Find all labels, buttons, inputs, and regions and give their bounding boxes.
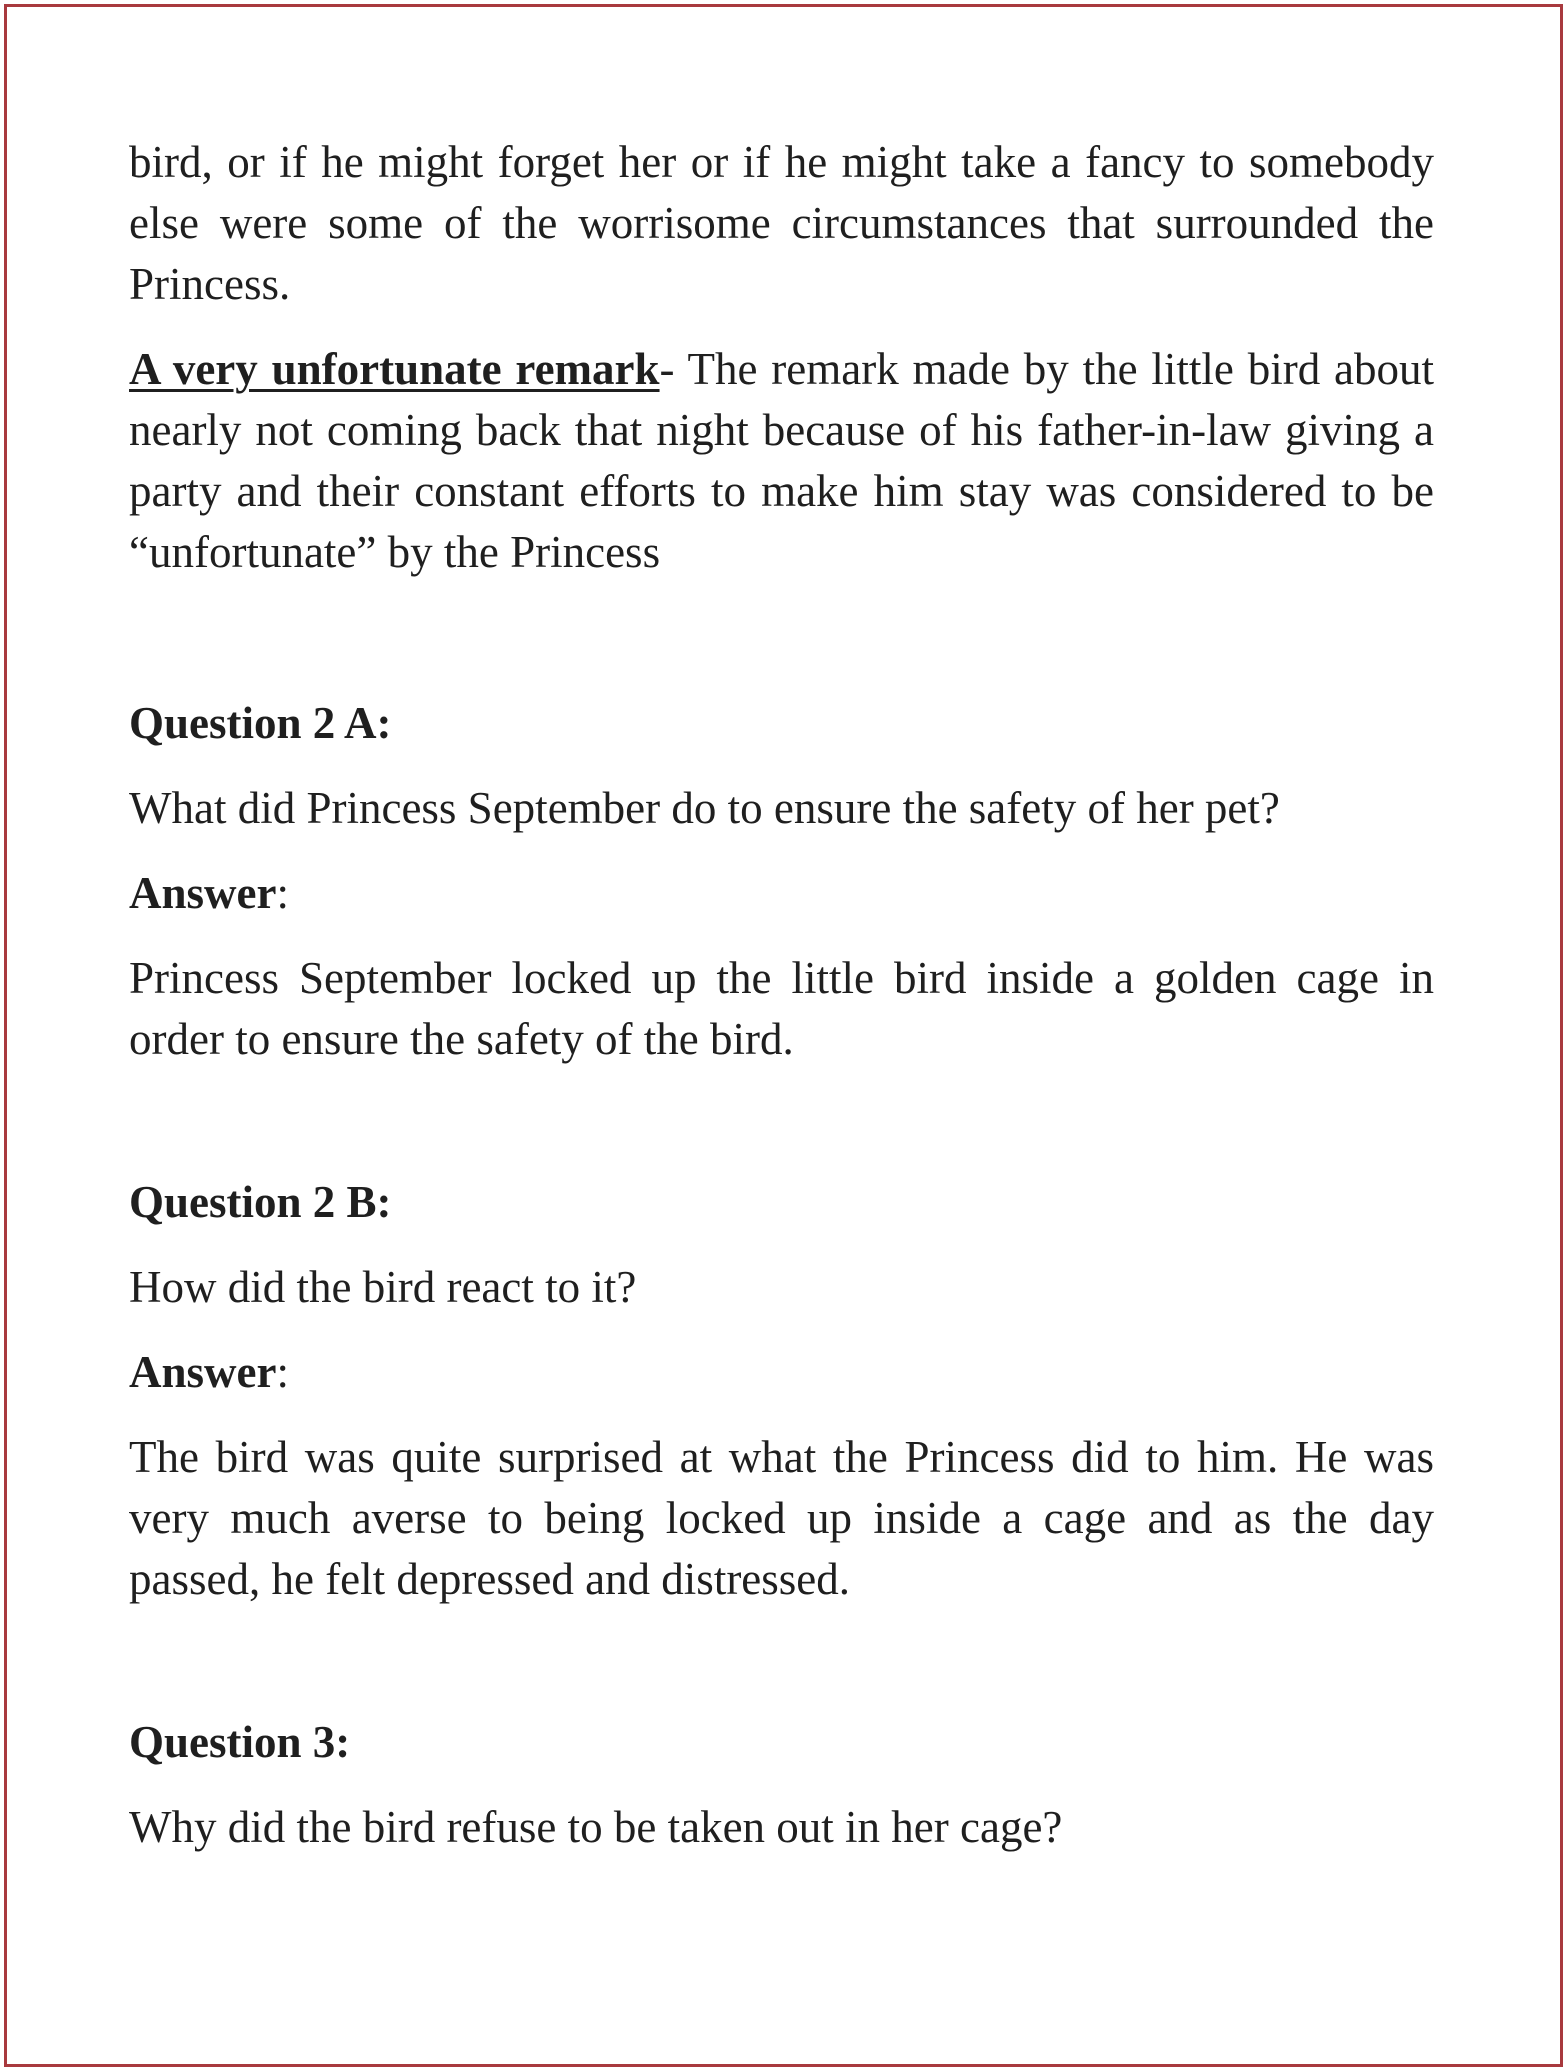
answer-2a-label-line [129, 863, 1434, 924]
remark-paragraph [129, 339, 1434, 583]
answer-2a-label: Answer [129, 868, 277, 918]
answer-2b-colon: : [276, 1347, 289, 1397]
document-content [129, 132, 1434, 1858]
answer-2a-text: Princess September locked up the little bird inside a golden cage in order to ensure the safety of the bird. [129, 953, 1434, 1064]
remark-text: - The remark made by the little bird about nearly not coming back that night because of his father-in-law giving a party and their constant efforts to make him stay was considered to be “unfortunate” by the Princess [129, 344, 1434, 577]
answer-2b-label-line [129, 1342, 1434, 1403]
question-2a-text: What did Princess September do to ensure the safety of her pet? [129, 783, 1280, 833]
question-2b-title: Question 2 B: [129, 1177, 392, 1227]
question-2b-text: How did the bird react to it? [129, 1262, 637, 1312]
intro-paragraph: bird, or if he might forget her or if he might take a fancy to somebody else were some of the worrisome circumstances that surrounded the Princess. [129, 137, 1434, 309]
answer-2a-colon: : [276, 868, 289, 918]
question-3-text: Why did the bird refuse to be taken out in her cage? [129, 1802, 1063, 1852]
question-3-title: Question 3: [129, 1717, 351, 1767]
answer-2b-text: The bird was quite surprised at what the Princess did to him. He was very much averse to being locked up inside a cage and as the day passed, he felt depressed and distressed. [129, 1432, 1434, 1604]
question-2a-title: Question 2 A: [129, 698, 392, 748]
answer-2b-label: Answer [129, 1347, 277, 1397]
remark-heading: A very unfortunate remark [129, 344, 660, 394]
